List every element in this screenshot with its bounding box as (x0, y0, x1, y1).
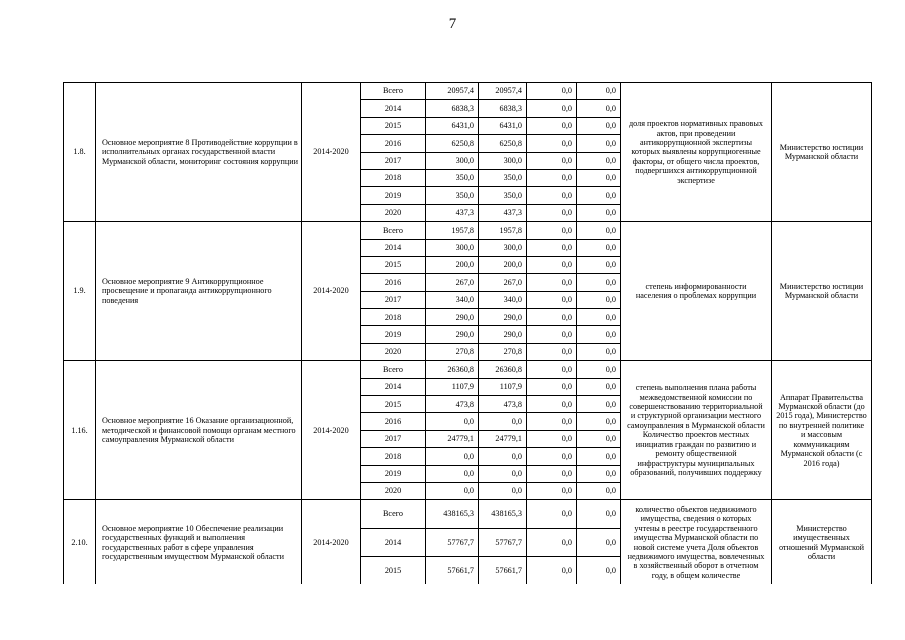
value-federal-budget: 0,0 (527, 100, 577, 117)
value-other-sources: 0,0 (577, 169, 621, 186)
value-other-sources: 0,0 (577, 187, 621, 204)
value-federal-budget: 0,0 (527, 378, 577, 395)
value-total: 0,0 (426, 413, 479, 430)
value-regional-budget: 1107,9 (479, 378, 527, 395)
value-other-sources: 0,0 (577, 309, 621, 326)
value-other-sources: 0,0 (577, 326, 621, 343)
value-regional-budget: 24779,1 (479, 430, 527, 447)
value-total: 438165,3 (426, 500, 479, 529)
value-federal-budget: 0,0 (527, 83, 577, 100)
value-total: 300,0 (426, 152, 479, 169)
value-federal-budget: 0,0 (527, 204, 577, 221)
executor-text: Министерство имущественных отношений Мурманской области (772, 500, 872, 586)
value-other-sources: 0,0 (577, 256, 621, 273)
value-total: 6838,3 (426, 100, 479, 117)
activity-number: 2.10. (64, 500, 96, 586)
activity-number: 1.8. (64, 83, 96, 222)
value-federal-budget: 0,0 (527, 528, 577, 557)
year-cell: 2016 (361, 135, 426, 152)
year-cell: 2018 (361, 448, 426, 465)
year-cell: Всего (361, 83, 426, 100)
year-cell: 2014 (361, 100, 426, 117)
value-federal-budget: 0,0 (527, 326, 577, 343)
activity-number: 1.9. (64, 222, 96, 361)
value-total: 267,0 (426, 274, 479, 291)
year-cell: 2014 (361, 528, 426, 557)
value-regional-budget: 0,0 (479, 448, 527, 465)
value-other-sources: 0,0 (577, 135, 621, 152)
value-total: 350,0 (426, 169, 479, 186)
value-other-sources: 0,0 (577, 83, 621, 100)
value-regional-budget: 290,0 (479, 309, 527, 326)
activity-name: Основное мероприятие 8 Противодействие коррупции в исполнительных органах государственной власти Мурманской области, мониторинг состояния коррупции (96, 83, 302, 222)
year-cell: 2015 (361, 557, 426, 586)
year-cell: 2019 (361, 465, 426, 482)
value-other-sources: 0,0 (577, 239, 621, 256)
value-total: 200,0 (426, 256, 479, 273)
table-row (64, 222, 872, 239)
value-federal-budget: 0,0 (527, 117, 577, 134)
value-total: 0,0 (426, 482, 479, 499)
value-other-sources: 0,0 (577, 152, 621, 169)
value-regional-budget: 0,0 (479, 482, 527, 499)
value-federal-budget: 0,0 (527, 430, 577, 447)
value-federal-budget: 0,0 (527, 361, 577, 378)
year-cell: 2016 (361, 274, 426, 291)
value-federal-budget: 0,0 (527, 291, 577, 308)
value-total: 350,0 (426, 187, 479, 204)
value-other-sources: 0,0 (577, 291, 621, 308)
program-activities-table (63, 82, 872, 586)
value-total: 57767,7 (426, 528, 479, 557)
value-federal-budget: 0,0 (527, 274, 577, 291)
value-other-sources: 0,0 (577, 500, 621, 529)
year-cell: 2019 (361, 187, 426, 204)
value-federal-budget: 0,0 (527, 396, 577, 413)
activity-number: 1.16. (64, 361, 96, 500)
activity-name: Основное мероприятие 9 Антикоррупционное просвещение и пропаганда антикоррупционного поведения (96, 222, 302, 361)
value-federal-budget: 0,0 (527, 187, 577, 204)
value-other-sources: 0,0 (577, 465, 621, 482)
value-total: 300,0 (426, 239, 479, 256)
value-federal-budget: 0,0 (527, 169, 577, 186)
executor-text: Министерство юстиции Мурманской области (772, 222, 872, 361)
value-regional-budget: 26360,8 (479, 361, 527, 378)
value-regional-budget: 300,0 (479, 239, 527, 256)
value-other-sources: 0,0 (577, 274, 621, 291)
value-federal-budget: 0,0 (527, 222, 577, 239)
value-other-sources: 0,0 (577, 100, 621, 117)
value-regional-budget: 57767,7 (479, 528, 527, 557)
value-regional-budget: 6250,8 (479, 135, 527, 152)
value-other-sources: 0,0 (577, 343, 621, 360)
value-federal-budget: 0,0 (527, 239, 577, 256)
value-regional-budget: 290,0 (479, 326, 527, 343)
value-other-sources: 0,0 (577, 117, 621, 134)
value-federal-budget: 0,0 (527, 309, 577, 326)
activity-name: Основное мероприятие 10 Обеспечение реализации государственных функций и выполнения государственных работ в сфере управления государственным имуществом Мурманской области (96, 500, 302, 586)
value-federal-budget: 0,0 (527, 256, 577, 273)
value-regional-budget: 0,0 (479, 465, 527, 482)
activity-term: 2014-2020 (302, 361, 361, 500)
value-total: 0,0 (426, 448, 479, 465)
value-federal-budget: 0,0 (527, 482, 577, 499)
value-regional-budget: 6838,3 (479, 100, 527, 117)
value-regional-budget: 6431,0 (479, 117, 527, 134)
value-total: 24779,1 (426, 430, 479, 447)
value-other-sources: 0,0 (577, 204, 621, 221)
page-number: 7 (448, 16, 457, 32)
value-total: 0,0 (426, 465, 479, 482)
value-regional-budget: 438165,3 (479, 500, 527, 529)
value-other-sources: 0,0 (577, 222, 621, 239)
value-regional-budget: 340,0 (479, 291, 527, 308)
value-total: 6250,8 (426, 135, 479, 152)
year-cell: 2015 (361, 396, 426, 413)
year-cell: 2018 (361, 309, 426, 326)
value-regional-budget: 267,0 (479, 274, 527, 291)
indicator-text: доля проектов нормативных правовых актов, при проведении антикоррупционной экспертизы которых выявлены коррупциогенные факторы, от общего числа проектов, подвергшихся антикоррупционной экспертизе (621, 83, 772, 222)
value-other-sources: 0,0 (577, 430, 621, 447)
value-total: 1107,9 (426, 378, 479, 395)
value-other-sources: 0,0 (577, 448, 621, 465)
indicator-text: степень информированности населения о проблемах коррупции (621, 222, 772, 361)
year-cell: Всего (361, 361, 426, 378)
year-cell: 2017 (361, 430, 426, 447)
value-other-sources: 0,0 (577, 557, 621, 586)
value-federal-budget: 0,0 (527, 557, 577, 586)
year-cell: 2020 (361, 482, 426, 499)
value-regional-budget: 350,0 (479, 169, 527, 186)
year-cell: 2015 (361, 256, 426, 273)
value-other-sources: 0,0 (577, 528, 621, 557)
value-regional-budget: 473,8 (479, 396, 527, 413)
activity-term: 2014-2020 (302, 222, 361, 361)
table-row (64, 361, 872, 378)
year-cell: 2014 (361, 378, 426, 395)
value-total: 20957,4 (426, 83, 479, 100)
year-cell: 2017 (361, 291, 426, 308)
year-cell: 2018 (361, 169, 426, 186)
year-cell: 2017 (361, 152, 426, 169)
value-total: 290,0 (426, 309, 479, 326)
executor-text: Министерство юстиции Мурманской области (772, 83, 872, 222)
value-total: 270,8 (426, 343, 479, 360)
year-cell: 2016 (361, 413, 426, 430)
value-federal-budget: 0,0 (527, 152, 577, 169)
value-federal-budget: 0,0 (527, 465, 577, 482)
activity-term: 2014-2020 (302, 500, 361, 586)
executor-text: Аппарат Правительства Мурманской области (до 2015 года), Министерство по внутренней политике и массовым коммуникациям Мурманской области (с 2016 года) (772, 361, 872, 500)
value-regional-budget: 0,0 (479, 413, 527, 430)
value-regional-budget: 437,3 (479, 204, 527, 221)
value-total: 290,0 (426, 326, 479, 343)
value-total: 340,0 (426, 291, 479, 308)
value-regional-budget: 270,8 (479, 343, 527, 360)
value-regional-budget: 20957,4 (479, 83, 527, 100)
value-total: 6431,0 (426, 117, 479, 134)
value-other-sources: 0,0 (577, 482, 621, 499)
value-other-sources: 0,0 (577, 378, 621, 395)
value-total: 473,8 (426, 396, 479, 413)
value-federal-budget: 0,0 (527, 500, 577, 529)
year-cell: 2015 (361, 117, 426, 134)
value-federal-budget: 0,0 (527, 448, 577, 465)
year-cell: Всего (361, 222, 426, 239)
value-total: 1957,8 (426, 222, 479, 239)
page-cutoff (0, 584, 905, 640)
value-regional-budget: 300,0 (479, 152, 527, 169)
value-federal-budget: 0,0 (527, 343, 577, 360)
year-cell: 2020 (361, 343, 426, 360)
year-cell: 2020 (361, 204, 426, 221)
year-cell: 2019 (361, 326, 426, 343)
value-total: 26360,8 (426, 361, 479, 378)
value-other-sources: 0,0 (577, 396, 621, 413)
value-federal-budget: 0,0 (527, 413, 577, 430)
value-total: 57661,7 (426, 557, 479, 586)
value-regional-budget: 200,0 (479, 256, 527, 273)
indicator-text: количество объектов недвижимого имущества, сведения о которых учтены в реестре государственного имущества Мурманской области по новой системе учета Доля объектов недвижимого имущества, вовлеченных в хозяйственный оборот в отчетном году, в общем количестве (621, 500, 772, 586)
value-federal-budget: 0,0 (527, 135, 577, 152)
value-total: 437,3 (426, 204, 479, 221)
table-row (64, 500, 872, 529)
table-row (64, 83, 872, 100)
value-other-sources: 0,0 (577, 361, 621, 378)
activity-term: 2014-2020 (302, 83, 361, 222)
value-regional-budget: 1957,8 (479, 222, 527, 239)
indicator-text: степень выполнения плана работы межведомственной комиссии по совершенствованию территориальной и структурной организации местного самоуправления в Мурманской области Количество проектов местных инициатив граждан по развитию и ремонту общественной инфраструктуры муниципальных образований, получивших поддержку (621, 361, 772, 500)
value-regional-budget: 350,0 (479, 187, 527, 204)
value-regional-budget: 57661,7 (479, 557, 527, 586)
year-cell: 2014 (361, 239, 426, 256)
year-cell: Всего (361, 500, 426, 529)
activity-name: Основное мероприятие 16 Оказание организационной, методической и финансовой помощи органам местного самоуправления Мурманской области (96, 361, 302, 500)
value-other-sources: 0,0 (577, 413, 621, 430)
table-body (64, 83, 872, 586)
